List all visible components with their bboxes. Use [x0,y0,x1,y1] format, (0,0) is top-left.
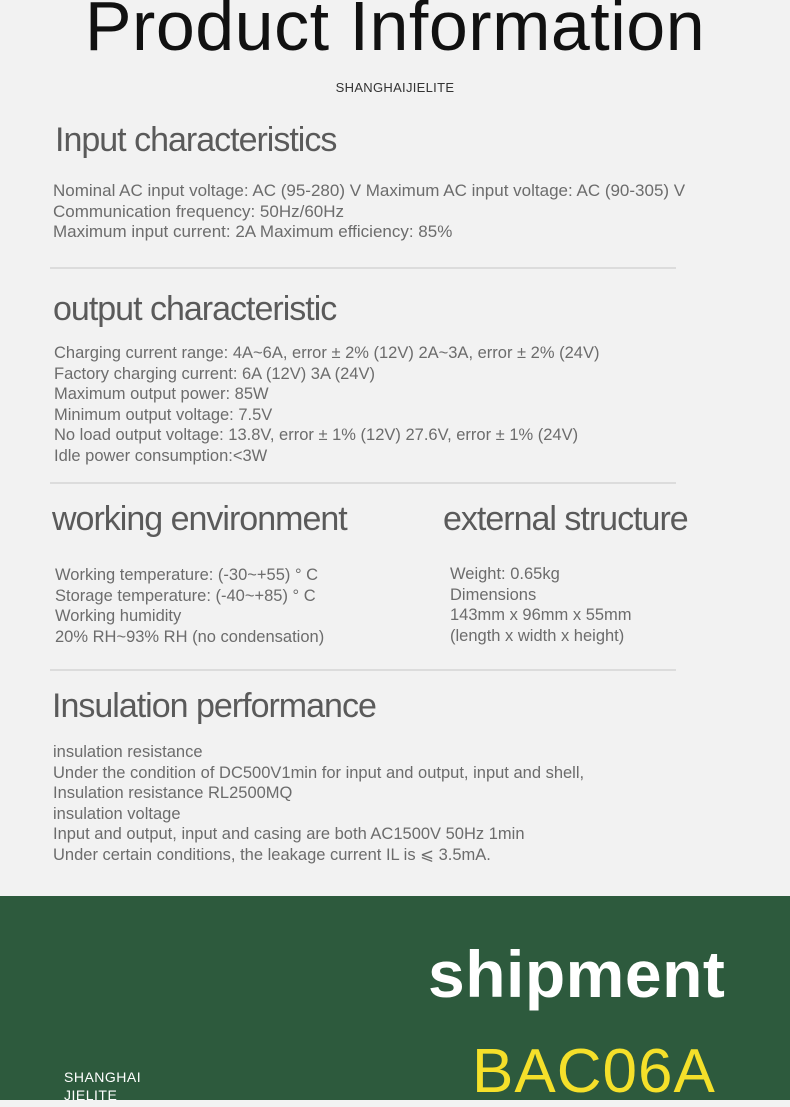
shipment-title: shipment [428,937,726,1011]
section-divider [50,482,676,484]
text-line: Minimum output voltage: 7.5V [54,405,273,424]
text-line: Working humidity [55,607,182,625]
text-line: 143mm x 96mm x 55mm [450,606,632,624]
text-line: Factory charging current: 6A (12V) 3A (24V) [54,364,375,383]
text-line: Input and output, input and casing are both AC1500V 50Hz 1min [53,825,525,843]
text-line: Working temperature: (-30~+55) ° C [55,566,319,584]
text-line: Communication frequency: 50Hz/60Hz [53,201,345,221]
insulation-performance-heading: Insulation performance [52,687,376,725]
working-environment-heading: working environment [52,500,347,538]
text-line: Nominal AC input voltage: AC (95-280) V Maximum AC input voltage: AC (90-305) V [53,181,686,200]
text-line: Under certain conditions, the leakage current IL is ⩽ 3.5mA. [53,845,491,864]
text-line: Charging current range: 4A~6A, error ± 2% (12V) 2A~3A, error ± 2% (24V) [54,344,600,362]
text-line: Dimensions [450,585,537,604]
text-line: insulation resistance [53,743,203,761]
text-line: Weight: 0.65kg [450,565,560,583]
shipment-brand: SHANGHAI JIELITE [64,1069,142,1103]
output-characteristic-text [54,343,599,466]
text-line: Under the condition of DC500V1min for input and output, input and shell, [53,763,585,782]
section-divider [50,267,676,269]
external-structure-text [450,564,632,646]
shipment-banner [0,896,790,1106]
text-line: Maximum input current: 2A Maximum efficiency: 85% [53,222,453,241]
brand-name: SHANGHAIJIELITE [335,80,455,95]
working-environment-text [55,565,324,647]
text-line: Maximum output power: 85W [54,385,269,403]
page-title: Product Information [84,0,706,65]
text-line: Storage temperature: (-40~+85) ° C [55,586,316,605]
text-line: insulation voltage [53,804,181,823]
model-number: BAC06A [472,1037,716,1106]
text-line: Insulation resistance RL2500MQ [53,784,293,802]
text-line: (length x width x height) [450,626,625,645]
text-line: No load output voltage: 13.8V, error ± 1% (12V) 27.6V, error ± 1% (24V) [54,426,579,444]
external-structure-heading: external structure [443,500,688,538]
section-divider [50,669,676,671]
output-characteristic-heading: output characteristic [53,290,337,328]
text-line: 20% RH~93% RH (no condensation) [55,627,325,646]
text-line: Idle power consumption:<3W [54,446,268,465]
insulation-performance-text [53,742,584,865]
input-characteristics-heading: Input characteristics [55,121,337,159]
input-characteristics-text [53,181,685,243]
